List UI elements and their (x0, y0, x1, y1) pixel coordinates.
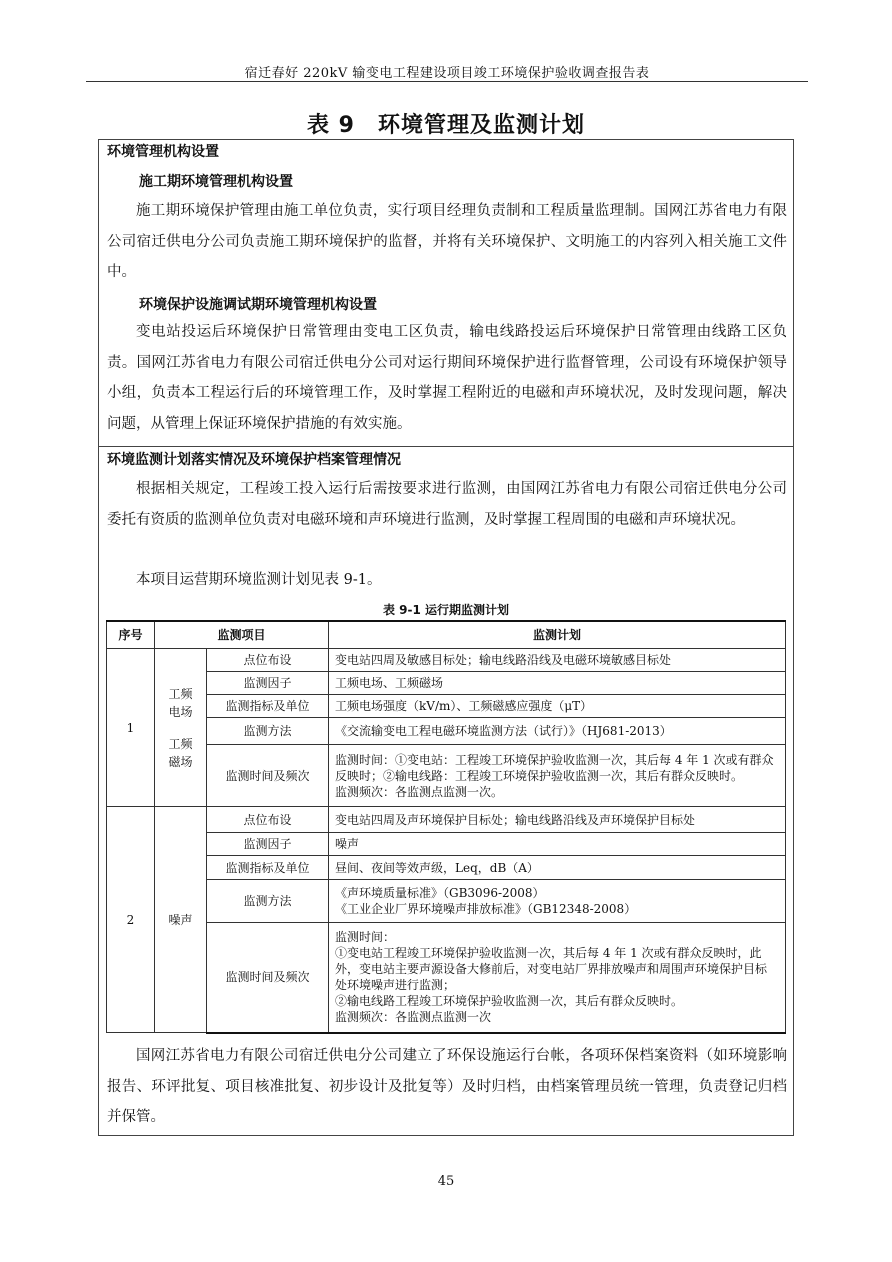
paragraph-monitoring: 根据相关规定，工程竣工投入运行后需按要求进行监测，由国网江苏省电力有限公司宿迁供电分公司委托有资质的监测单位负责对电磁环境和声环境进行监测，及时掌握工程周围的电磁和声环境状况。 (107, 481, 787, 528)
table-caption: 表 9-1 运行期监测计划 (382, 603, 510, 617)
subheading-commissioning: 环境保护设施调试期环境管理机构设置 (139, 297, 377, 313)
subheading-construction: 施工期环境管理机构设置 (139, 174, 293, 190)
paragraph-archive: 国网江苏省电力有限公司宿迁供电分公司建立了环保设施运行台帐，各项环保档案资料（如环境影响报告、环评批复、项目核准批复、初步设计及批复等）及时归档，由档案管理员统一管理，负责登记归档并保管。 (107, 1048, 787, 1125)
item-cell: 监测因子 (207, 672, 329, 695)
table-row (107, 695, 786, 718)
table-row (107, 880, 786, 923)
factor-line: 工频 (168, 736, 193, 751)
group-number: 2 (107, 807, 155, 1033)
plan-cell: 噪声 (329, 833, 786, 856)
table-row (107, 745, 786, 807)
item-cell: 监测方法 (207, 718, 329, 745)
page-number: 45 (437, 1174, 455, 1189)
table-row (107, 649, 786, 672)
paragraph-construction: 施工期环境保护管理由施工单位负责，实行项目经理负责制和工程质量监理制。国网江苏省电力有限公司宿迁供电分公司负责施工期环境保护的监督，并将有关环境保护、文明施工的内容列入相关施工文件中。 (107, 203, 787, 280)
table-header-row (107, 621, 786, 649)
table-row (107, 718, 786, 745)
item-cell: 监测时间及频次 (207, 745, 329, 807)
item-cell: 点位布设 (207, 807, 329, 833)
group-factor: 噪声 (155, 807, 207, 1033)
plan-cell: 变电站四周及敏感目标处；输电线路沿线及电磁环境敏感目标处 (329, 649, 786, 672)
factor-line: 工频 (168, 686, 193, 701)
header-rule (86, 81, 808, 82)
item-cell: 监测指标及单位 (207, 856, 329, 880)
paragraph-table-reference: 本项目运营期环境监测计划见表 9-1。 (136, 572, 382, 588)
table-row (107, 672, 786, 695)
plan-cell: 变电站四周及声环境保护目标处；输电线路沿线及声环境保护目标处 (329, 807, 786, 833)
item-cell: 监测时间及频次 (207, 923, 329, 1033)
plan-cell: 监测时间： ①变电站工程竣工环境保护验收监测一次，其后每 4 年 1 次或有群众反映时，此外，变电站主要声源设备大修前后，对变电站厂界排放噪声和周围声环境保护目标处环境噪声进行监测； ②输电线路工程竣工环境保护验收监测一次，其后有群众反映时。 监测频次：各监测点监测一次 (329, 923, 786, 1033)
plan-cell: 《声环境质量标准》（GB3096-2008） 《工业企业厂界环境噪声排放标准》（GB12348-2008） (329, 880, 786, 923)
item-cell: 点位布设 (207, 649, 329, 672)
item-cell: 监测方法 (207, 880, 329, 923)
plan-cell: 工频电场、工频磁场 (329, 672, 786, 695)
page-header: 宿迁春好 220kV 输变电工程建设项目竣工环境保护验收调查报告表 (244, 66, 650, 81)
section-heading-management: 环境管理机构设置 (107, 144, 219, 160)
plan-cell: 《交流输变电工程电磁环境监测方法（试行）》（HJ681-2013） (329, 718, 786, 745)
table-row (107, 807, 786, 833)
table-row (107, 833, 786, 856)
plan-cell: 工频电场强度（kV/m）、工频磁感应强度（μT） (329, 695, 786, 718)
monitoring-plan-table (106, 620, 786, 1034)
header-item: 监测项目 (155, 621, 329, 649)
section-divider (99, 446, 793, 447)
group-factor (155, 649, 207, 807)
factor-line: 磁场 (168, 754, 193, 769)
paragraph-commissioning: 变电站投运后环境保护日常管理由变电工区负责，输电线路投运后环境保护日常管理由线路工区负责。国网江苏省电力有限公司宿迁供电分公司对运行期间环境保护进行监督管理，公司设有环境保护领导小组，负责本工程运行后的环境管理工作，及时掌握工程附近的电磁和声环境状况，及时发现问题，解决问题，从管理上保证环境保护措施的有效实施。 (107, 324, 787, 432)
section-heading-monitoring: 环境监测计划落实情况及环境保护档案管理情况 (107, 452, 401, 468)
plan-cell: 监测时间：①变电站：工程竣工环境保护验收监测一次，其后每 4 年 1 次或有群众反映时；②输电线路：工程竣工环境保护验收监测一次，其后有群众反映时。 监测频次：各监测点监测一次。 (329, 745, 786, 807)
content-frame (98, 139, 794, 1136)
item-cell: 监测因子 (207, 833, 329, 856)
page-title: 表 9 环境管理及监测计划 (307, 113, 585, 138)
item-cell: 监测指标及单位 (207, 695, 329, 718)
table-row (107, 923, 786, 1033)
factor-line: 电场 (168, 704, 193, 719)
plan-cell: 昼间、夜间等效声级，Leq，dB（A） (329, 856, 786, 880)
group-number: 1 (107, 649, 155, 807)
table-row (107, 856, 786, 880)
header-plan: 监测计划 (329, 621, 786, 649)
header-no: 序号 (107, 621, 155, 649)
